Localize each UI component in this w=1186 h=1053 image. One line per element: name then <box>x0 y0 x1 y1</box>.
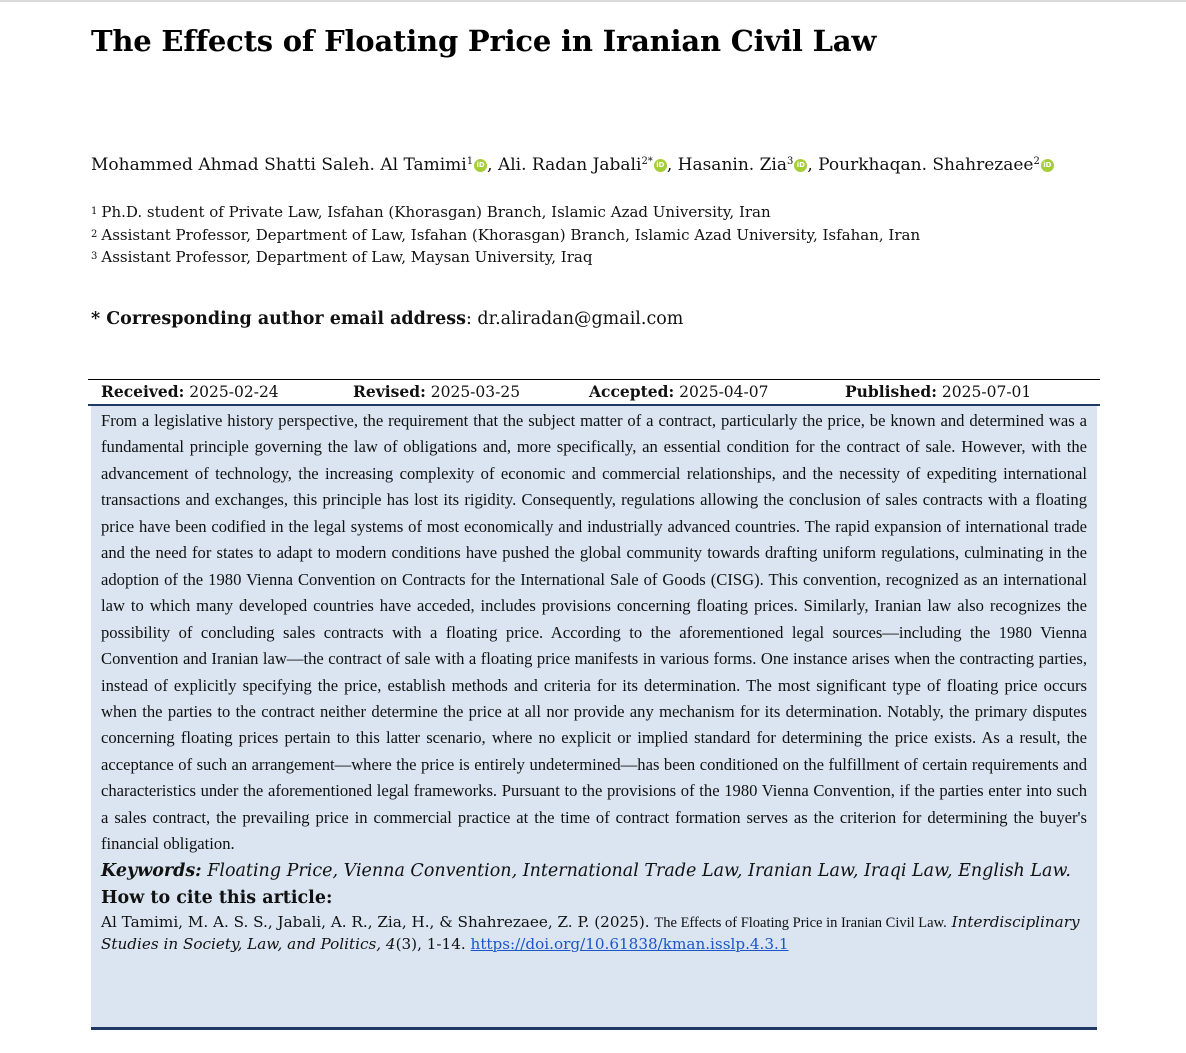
author-superscript: 3 <box>786 156 794 167</box>
orcid-icon[interactable]: iD <box>474 159 487 172</box>
author-separator: , <box>807 155 819 175</box>
revised-date <box>353 382 520 401</box>
corresponding-label: * Corresponding author email address <box>91 309 466 329</box>
received-label: Received: <box>101 382 185 401</box>
published-label: Published: <box>845 382 937 401</box>
affiliation-item <box>91 246 920 269</box>
citation-authors: Al Tamimi, M. A. S. S., Jabali, A. R., Zia, H., & Shahrezaee, Z. P. (2025). <box>101 912 655 931</box>
received-value: 2025-02-24 <box>189 383 279 401</box>
affiliation-text: Assistant Professor, Department of Law, Isfahan (Khorasgan) Branch, Islamic Azad University, Isfahan, Iran <box>101 225 921 244</box>
published-value: 2025-07-01 <box>941 383 1032 401</box>
affiliation-text: Ph.D. student of Private Law, Isfahan (Khorasgan) Branch, Islamic Azad University, Iran <box>101 203 771 221</box>
citation-title: The Effects of Floating Price in Iranian Civil Law. <box>654 914 947 931</box>
citation-journal: Interdisciplinary Studies in Society, Law, and Politics, <box>101 912 1080 953</box>
corresponding-author <box>91 309 683 329</box>
affiliation-number: 2 <box>91 228 98 240</box>
cite-heading: How to cite this article: <box>101 887 333 908</box>
keywords-text: Floating Price, Vienna Convention, International Trade Law, Iranian Law, Iraqi Law, English Law. <box>207 860 1071 881</box>
accepted-label: Accepted: <box>589 382 675 401</box>
abstract-box <box>91 406 1097 1030</box>
affiliation-list <box>91 201 920 269</box>
author-name: Pourkhaqan. Shahrezaee <box>818 155 1034 175</box>
affiliation-text: Assistant Professor, Department of Law, Maysan University, Iraq <box>101 248 593 266</box>
citation <box>101 912 1087 955</box>
corresponding-colon: : <box>465 309 478 329</box>
citation-issue-pages: (3), 1-14. <box>395 934 471 953</box>
author-separator: , <box>487 155 498 175</box>
affiliation-item <box>91 201 920 224</box>
corresponding-email[interactable]: dr.aliradan@gmail.com <box>477 309 684 329</box>
dates-bar <box>88 379 1100 406</box>
orcid-icon[interactable]: iD <box>654 159 667 172</box>
author-name: Hasanin. Zia <box>677 155 787 175</box>
affiliation-item <box>91 224 920 247</box>
keywords-label: Keywords: <box>101 860 202 881</box>
author-superscript: 2 <box>1033 156 1040 167</box>
author-name: Ali. Radan Jabali <box>497 155 642 175</box>
author-name: Mohammed Ahmad Shatti Saleh. Al Tamimi <box>91 155 467 175</box>
revised-value: 2025-03-25 <box>430 383 521 401</box>
doi-link[interactable]: https://doi.org/10.61838/kman.isslp.4.3.1 <box>470 934 789 953</box>
orcid-icon[interactable]: iD <box>794 159 807 172</box>
author-separator: , <box>666 155 678 175</box>
revised-label: Revised: <box>353 382 426 401</box>
top-edge-line <box>0 0 1186 2</box>
author-superscript: 1 <box>466 156 474 167</box>
author-list <box>91 155 1054 175</box>
orcid-icon[interactable]: iD <box>1041 159 1054 172</box>
citation-volume: 4 <box>385 934 396 953</box>
author-superscript: 2* <box>641 156 653 167</box>
received-date <box>101 382 279 401</box>
affiliation-number: 1 <box>91 206 98 217</box>
abstract-text: From a legislative history perspective, the requirement that the subject matter of a contract, particularly the price, be known and determined was a fundamental principle governing the law of obligations and, more specifically, an essential condition for the contract of sale. However, with the advancement of technology, the increasing complexity of economic and commercial relationships, and the necessity of expediting international transactions and exchanges, this principle has lost its rigidity. Consequently, regulations allowing the conclusion of sales contracts with a floating price have been codified in the legal systems of most economically and industrially advanced countries. The rapid expansion of international trade and the need for states to adapt to modern conditions have pushed the global community towards drafting uniform regulations, culminating in the adoption of the 1980 Vienna Convention on Contracts for the International Sale of Goods (CISG). This convention, recognized as an international law to which many developed countries have acceded, includes provisions concerning floating prices. Similarly, Iranian law also recognizes the possibility of concluding sales contracts with a floating price. According to the aforementioned legal sources—including the 1980 Vienna Convention and Iranian law—the contract of sale with a floating price manifests in various forms. One instance arises when the contracting parties, instead of explicitly specifying the price, establish methods and criteria for its determination. The most significant type of floating price occurs when the parties to the contract neither determine the price at all nor provide any mechanism for its determination. Notably, the primary disputes concerning floating prices pertain to this latter scenario, where no explicit or implied standard for determining the price exists. As a result, the acceptance of such an arrangement—where the price is entirely undetermined—has been conditioned on the fulfillment of certain requirements and characteristics under the aforementioned legal frameworks. Pursuant to the provisions of the 1980 Vienna Convention, if the parties enter into such a sales contract, the prevailing price in commercial practice at the time of contract formation serves as the criterion for determining the buyer's financial obligation. <box>101 411 1087 854</box>
accepted-value: 2025-04-07 <box>679 383 769 401</box>
article-title: The Effects of Floating Price in Iranian Civil Law <box>91 24 877 58</box>
affiliation-number: 3 <box>91 251 98 262</box>
published-date <box>845 382 1031 401</box>
accepted-date <box>589 382 769 401</box>
keywords <box>101 858 1087 885</box>
